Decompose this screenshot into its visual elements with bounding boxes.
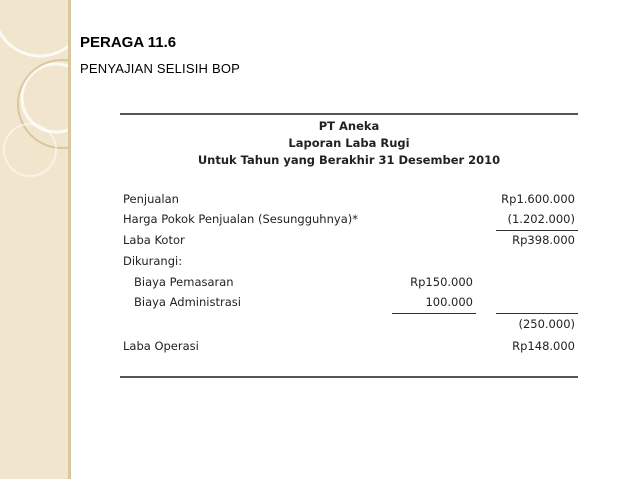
row-label: Dikurangi:: [123, 254, 183, 268]
slide-title: PERAGA 11.6: [80, 34, 177, 51]
row-right-value: (1.202.000): [507, 212, 575, 226]
top-rule: [120, 113, 578, 115]
row-right-value: (250.000): [518, 317, 575, 331]
statement-row-total-biaya: [120, 317, 578, 335]
row-label: Harga Pokok Penjualan (Sesungguhnya)*: [123, 212, 358, 226]
row-label: Penjualan: [123, 192, 179, 206]
row-right-value: Rp148.000: [512, 339, 575, 353]
row-mid-value: 100.000: [425, 295, 473, 309]
report-period: Untuk Tahun yang Berakhir 31 Desember 2010: [197, 153, 501, 167]
subtotal-underline: [496, 313, 578, 314]
statement-row-biaya-administrasi: [120, 295, 578, 313]
row-label: Laba Operasi: [123, 339, 199, 353]
row-mid-value: Rp150.000: [410, 275, 473, 289]
row-label: Biaya Administrasi: [134, 295, 241, 309]
statement-row-biaya-pemasaran: [120, 275, 578, 293]
subtotal-underline: [392, 313, 476, 314]
statement-row-penjualan: [120, 192, 578, 210]
row-right-value: Rp398.000: [512, 233, 575, 247]
statement-row-laba-kotor: [120, 233, 578, 251]
decorative-side-band: [0, 0, 71, 479]
report-statement-title: Laporan Laba Rugi: [288, 136, 410, 150]
report-company: PT Aneka: [318, 119, 380, 133]
slide-subtitle: PENYAJIAN SELISIH BOP: [80, 61, 241, 76]
row-right-value: Rp1.600.000: [501, 192, 575, 206]
statement-row-dikurangi: [120, 254, 578, 272]
statement-row-laba-operasi: [120, 339, 578, 357]
row-label: Laba Kotor: [123, 233, 185, 247]
subtotal-underline: [496, 230, 578, 231]
bottom-rule: [120, 376, 578, 378]
statement-row-hpp: [120, 212, 578, 230]
decorative-circles-graphic: [0, 0, 68, 479]
row-label: Biaya Pemasaran: [134, 275, 234, 289]
